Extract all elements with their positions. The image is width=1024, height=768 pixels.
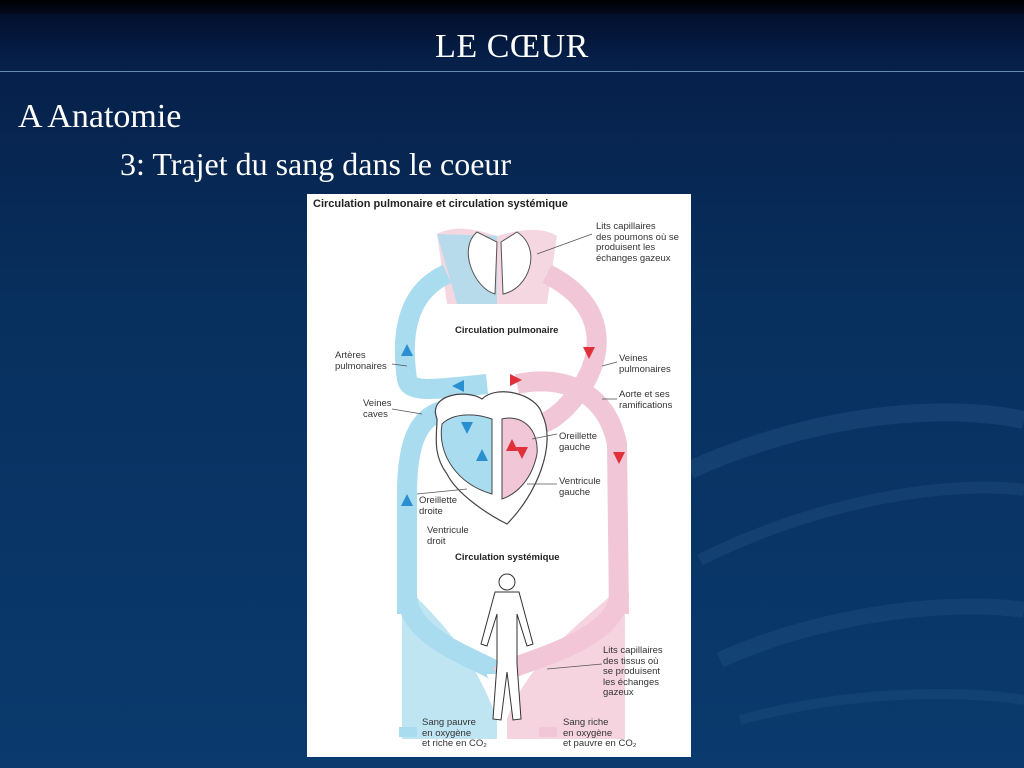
label-pulmonary-circulation: Circulation pulmonaire (455, 325, 559, 336)
label-venae-cavae: Veines caves (363, 398, 392, 420)
label-left-ventricle: Ventricule gauche (559, 476, 601, 498)
label-aorta: Aorte et ses ramifications (619, 389, 673, 411)
label-left-atrium: Oreillette gauche (559, 431, 598, 453)
circulation-diagram (307, 194, 691, 757)
section-subheading: 3: Trajet du sang dans le coeur (120, 146, 512, 182)
label-tissue-capillaries: Lits capillaires des tissus où se produisent les échanges gazeux (603, 645, 663, 698)
label-systemic-circulation: Circulation systémique (455, 552, 560, 563)
label-right-atrium: Oreillette droite (419, 495, 458, 517)
legend-deoxygenated: Sang pauvre en oxygène et riche en CO₂ (422, 717, 487, 749)
figure-title: Circulation pulmonaire et circulation systémique (313, 198, 568, 210)
label-right-ventricle: Ventricule droit (427, 525, 469, 547)
slide-title: LE CŒUR (435, 28, 589, 65)
label-pulmonary-arteries: Artères pulmonaires (335, 350, 387, 372)
title-divider (0, 71, 1024, 72)
label-pulmonary-veins: Veines pulmonaires (619, 353, 671, 375)
legend-oxygenated: Sang riche en oxygène et pauvre en CO₂ (563, 717, 637, 749)
section-heading: A Anatomie (18, 98, 182, 135)
label-lung-capillaries: Lits capillaires des poumons où se produisent les échanges gazeux (596, 221, 679, 264)
